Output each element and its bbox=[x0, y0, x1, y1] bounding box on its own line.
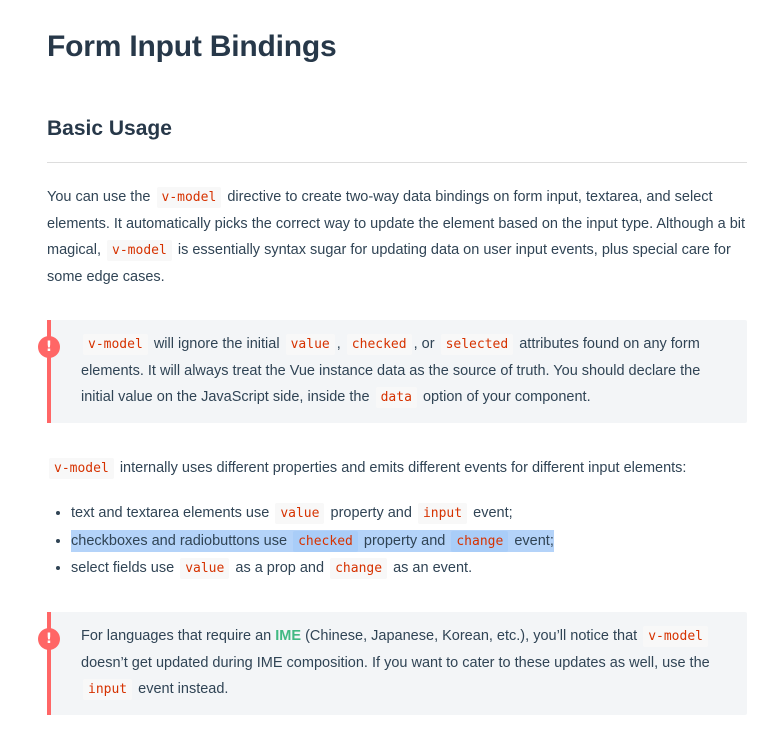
inline-code: change bbox=[451, 531, 508, 552]
tip-text: will ignore the initial bbox=[153, 336, 280, 352]
intro-paragraph bbox=[47, 184, 752, 290]
list-text: property and bbox=[363, 532, 446, 549]
list-item-selected[interactable] bbox=[71, 528, 554, 556]
tip-text: doesn’t get updated during IME composition. If you want to cater to these updates as well, use the bbox=[81, 655, 710, 671]
binding-list bbox=[47, 500, 554, 583]
section-heading: Basic Usage bbox=[47, 117, 172, 140]
inline-code: checked bbox=[293, 531, 358, 552]
list-item bbox=[71, 500, 554, 528]
lead-text: internally uses different properties and emits different events for different input elements: bbox=[119, 460, 687, 476]
ime-text bbox=[81, 622, 721, 703]
ime-term: IME bbox=[275, 628, 302, 644]
inline-code: value bbox=[180, 558, 229, 579]
inline-code: selected bbox=[441, 334, 514, 355]
tip-text: event instead. bbox=[138, 681, 229, 697]
inline-code: value bbox=[286, 334, 335, 355]
inline-code: input bbox=[418, 503, 467, 524]
inline-code: data bbox=[376, 387, 417, 408]
warning-text bbox=[81, 330, 721, 411]
tip-text: (Chinese, Japanese, Korean, etc.), you’ll notice that bbox=[305, 628, 638, 644]
list-text: select fields use bbox=[71, 560, 175, 576]
selected-text[interactable] bbox=[71, 530, 554, 552]
section-divider bbox=[47, 162, 747, 163]
intro-text-3: is essentially syntax sugar for updating data on user input events, plus special care for some edge cases. bbox=[47, 242, 731, 285]
inline-code: v-model bbox=[157, 187, 222, 208]
warning-icon: ! bbox=[38, 628, 60, 650]
lead-paragraph bbox=[47, 455, 752, 482]
list-text: text and textarea elements use bbox=[71, 505, 270, 521]
list-text: as an event. bbox=[393, 560, 473, 576]
tip-text: attributes found on any form elements. It will always treat the Vue instance data as the source of truth. You should declare the initial value on the JavaScript side, inside the bbox=[81, 336, 701, 405]
list-text: as a prop and bbox=[235, 560, 325, 576]
inline-code: v-model bbox=[83, 334, 148, 355]
list-text: event; bbox=[473, 505, 513, 521]
intro-text-1: You can use the bbox=[47, 189, 151, 205]
inline-code: checked bbox=[347, 334, 412, 355]
tip-text: , or bbox=[413, 336, 435, 352]
inline-code: value bbox=[275, 503, 324, 524]
tip-text: For languages that require an bbox=[81, 628, 272, 644]
page-title: Form Input Bindings bbox=[47, 30, 337, 63]
inline-code: input bbox=[83, 679, 132, 700]
warning-callout bbox=[47, 320, 747, 423]
inline-code: change bbox=[330, 558, 387, 579]
list-text: event; bbox=[514, 532, 554, 549]
tip-text: , bbox=[336, 336, 341, 352]
warning-icon: ! bbox=[38, 336, 60, 358]
inline-code: v-model bbox=[643, 626, 708, 647]
ime-callout bbox=[47, 612, 747, 715]
list-item bbox=[71, 555, 554, 583]
list-text: checkboxes and radiobuttons use bbox=[71, 532, 288, 549]
intro-text-2: directive to create two-way data bindings on form input, textarea, and select elements. It automatically picks the correct way to update the element based on the input type. Although a bit magical, bbox=[47, 189, 746, 258]
list-text: property and bbox=[330, 505, 412, 521]
tip-text: option of your component. bbox=[422, 389, 591, 405]
inline-code: v-model bbox=[49, 458, 114, 479]
inline-code: v-model bbox=[107, 240, 172, 261]
